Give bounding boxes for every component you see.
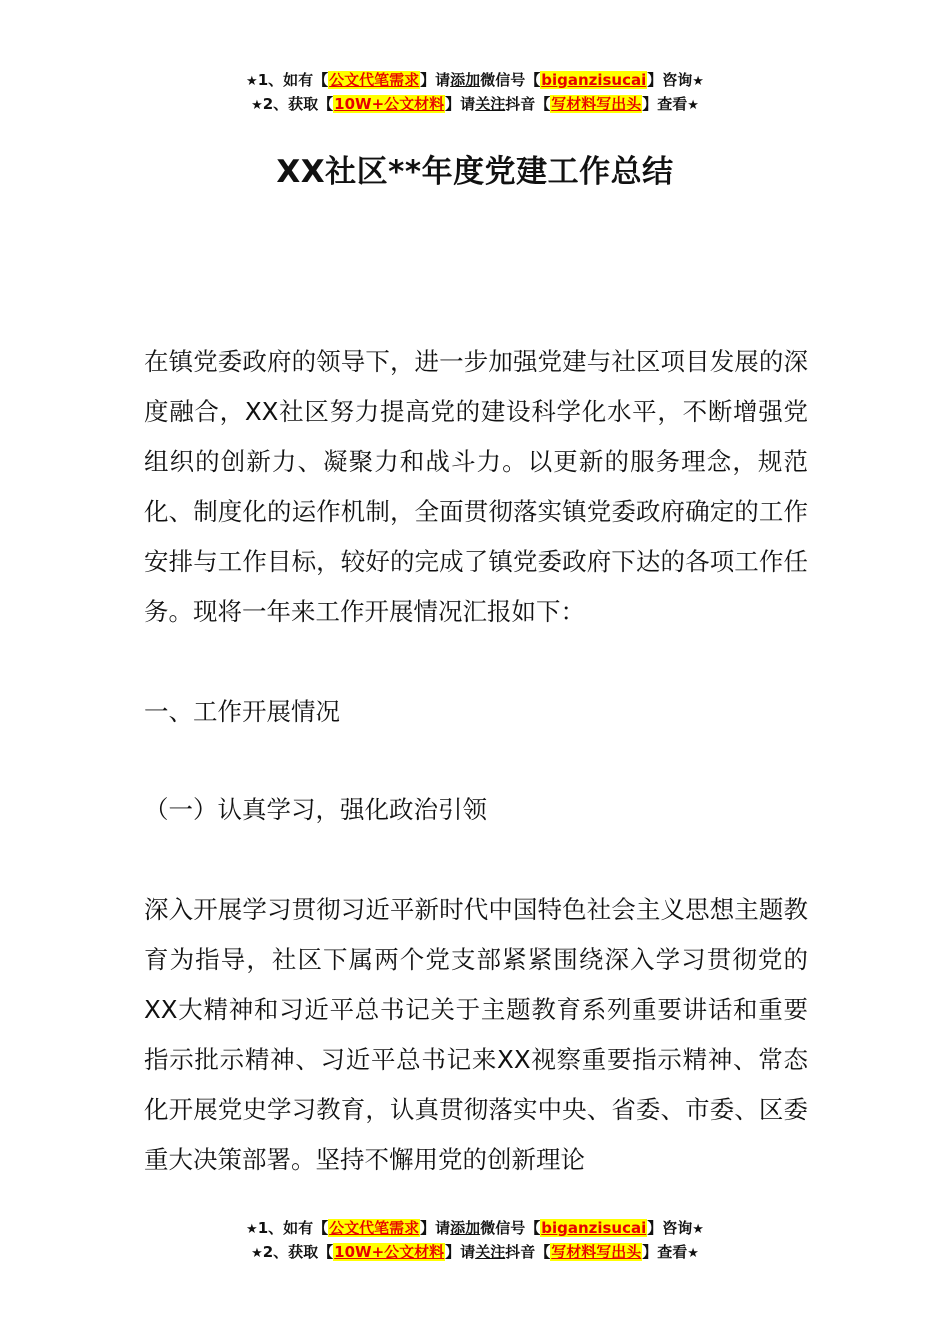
promo-line-1: [0, 68, 950, 92]
promo-text: 1、如有【: [257, 71, 329, 89]
promo-text: 抖音【: [505, 95, 551, 113]
promo-highlight: 公文代笔需求: [329, 71, 420, 89]
promo-text: 】查看: [642, 1243, 688, 1261]
promo-text: 】查看: [642, 95, 688, 113]
promo-text: 】请: [445, 1243, 476, 1261]
promo-text: 】请: [445, 95, 476, 113]
promo-text: 】咨询: [647, 1219, 693, 1237]
promo-highlight: 公文代笔需求: [329, 1219, 420, 1237]
star-icon: ★: [687, 1246, 699, 1261]
promo-text: 】咨询: [647, 71, 693, 89]
promo-text: 】请: [420, 1219, 451, 1237]
document-title: XX社区**年度党建工作总结: [276, 154, 674, 190]
promo-text: 微信号【: [480, 71, 541, 89]
body-paragraph: [144, 885, 808, 1185]
promo-line-2: [0, 92, 950, 116]
promo-highlight: 10W+公文材料: [334, 1243, 445, 1261]
promo-underlined: 添加: [450, 1219, 481, 1237]
promo-line-2: [0, 1240, 950, 1264]
heading-text: （一）认真学习，强化政治引领: [144, 795, 487, 824]
promo-line-1: [0, 1216, 950, 1240]
promo-highlight: biganzisucai: [541, 71, 647, 89]
star-icon: ★: [251, 98, 263, 113]
paragraph-text: 在镇党委政府的领导下，进一步加强党建与社区项目发展的深度融合，XX社区努力提高党的建设科学化水平，不断增强党组织的创新力、凝聚力和战斗力。以更新的服务理念，规范化、制度化的运作机制，全面贯彻落实镇党委政府确定的工作安排与工作目标，较好的完成了镇党委政府下达的各项工作任务。现将一年来工作开展情况汇报如下：: [144, 347, 808, 626]
promo-text: 微信号【: [480, 1219, 541, 1237]
promo-underlined: 添加: [450, 71, 481, 89]
star-icon: ★: [251, 1246, 263, 1261]
promo-text: 2、获取【: [262, 95, 334, 113]
star-icon: ★: [687, 98, 699, 113]
star-icon: ★: [692, 74, 704, 89]
promo-underlined: 关注: [475, 95, 506, 113]
promo-text: 1、如有【: [257, 1219, 329, 1237]
promo-text: 】请: [420, 71, 451, 89]
promo-highlight: 写材料写出头: [551, 95, 642, 113]
intro-paragraph: [144, 337, 808, 637]
promo-text: 抖音【: [505, 1243, 551, 1261]
subsection-heading: [144, 785, 808, 835]
section-heading: [144, 687, 808, 737]
promo-text: 2、获取【: [262, 1243, 334, 1261]
promo-banner-top: [0, 68, 950, 116]
promo-banner-bottom: [0, 1216, 950, 1264]
heading-text: 一、工作开展情况: [144, 697, 340, 726]
star-icon: ★: [692, 1222, 704, 1237]
promo-highlight: biganzisucai: [541, 1219, 647, 1237]
paragraph-text: 深入开展学习贯彻习近平新时代中国特色社会主义思想主题教育为指导，社区下属两个党支部紧紧围绕深入学习贯彻党的XX大精神和习近平总书记关于主题教育系列重要讲话和重要指示批示精神、习近平总书记来XX视察重要指示精神、常态化开展党史学习教育，认真贯彻落实中央、省委、市委、区委重大决策部署。坚持不懈用党的创新理论: [144, 895, 808, 1174]
star-icon: ★: [246, 1222, 258, 1237]
star-icon: ★: [246, 74, 258, 89]
promo-highlight: 写材料写出头: [551, 1243, 642, 1261]
promo-highlight: 10W+公文材料: [334, 95, 445, 113]
promo-underlined: 关注: [475, 1243, 506, 1261]
